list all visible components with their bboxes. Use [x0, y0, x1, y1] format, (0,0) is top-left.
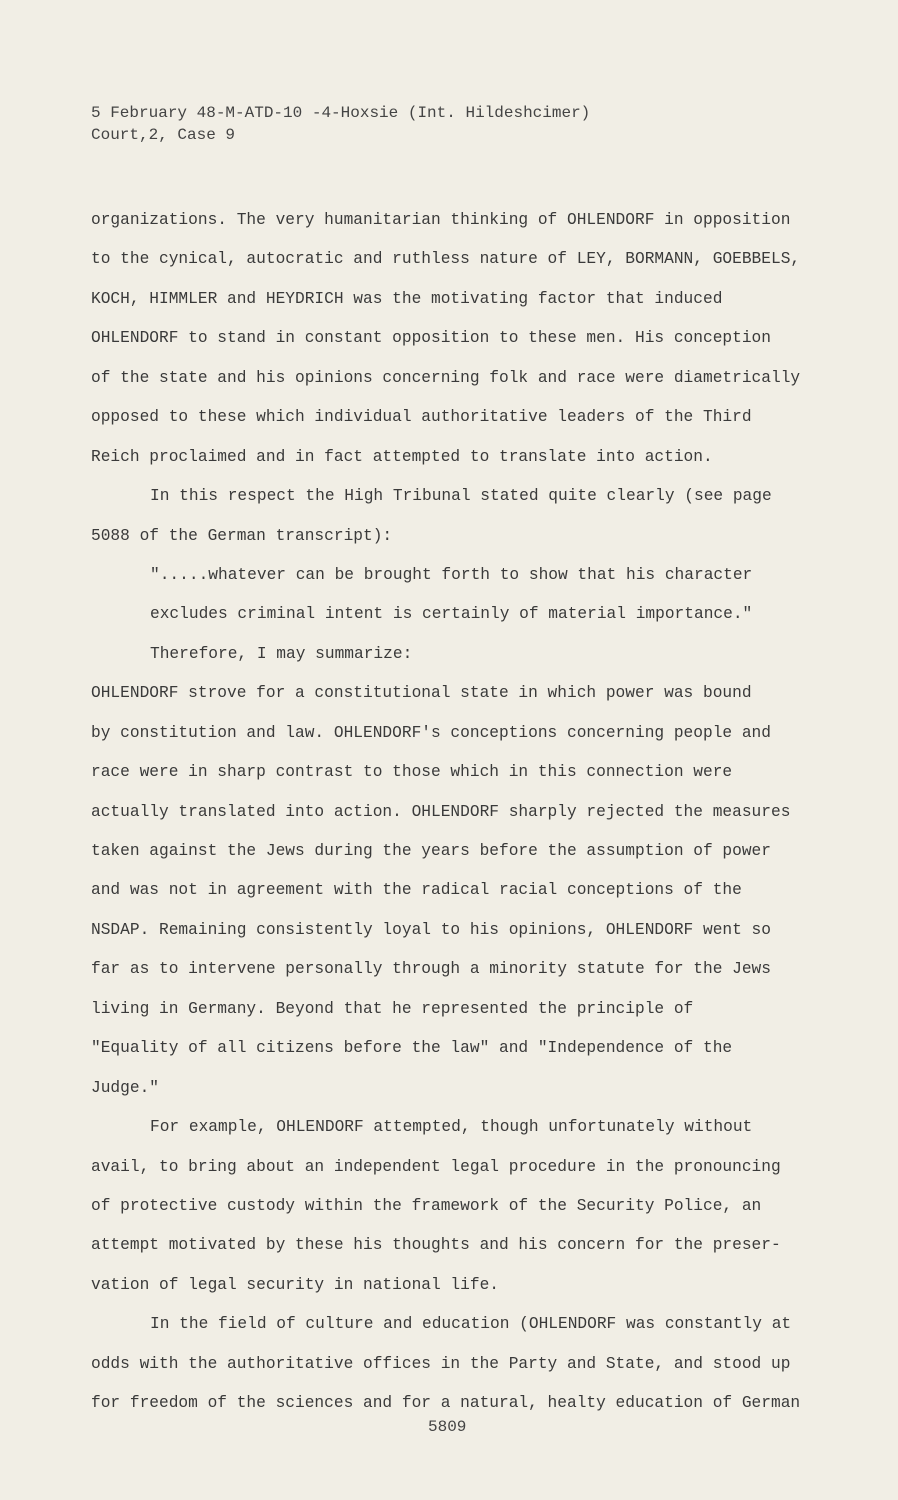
text-line: for freedom of the sciences and for a natural, healty education of German [91, 1394, 801, 1413]
text-line: of the state and his opinions concerning folk and race were diametrically [91, 368, 801, 387]
header-line-2: Court,2, Case 9 [91, 126, 236, 144]
text-line: OHLENDORF strove for a constitutional state in which power was bound [91, 684, 752, 703]
text-line: OHLENDORF to stand in constant opposition to these men. His conception [91, 329, 771, 348]
text-line: excludes criminal intent is certainly of material importance." [150, 605, 753, 624]
text-line: avail, to bring about an independent legal procedure in the pronouncing [91, 1157, 781, 1176]
text-line: taken against the Jews during the years before the assumption of power [91, 842, 771, 860]
text-line: In the field of culture and education (OHLENDORF was constantly at [150, 1315, 792, 1334]
text-line: NSDAP. Remaining consistently loyal to his opinions, OHLENDORF went so [91, 920, 771, 939]
document-body [91, 201, 800, 1424]
text-line: and was not in agreement with the radical racial conceptions of the [91, 881, 742, 900]
text-line: vation of legal security in national life. [91, 1275, 499, 1294]
text-line: Reich proclaimed and in fact attempted to translate into action. [91, 447, 713, 466]
text-line: by constitution and law. OHLENDORF's conceptions concerning people and [91, 723, 771, 742]
document-header [91, 102, 590, 146]
header-line-1: 5 February 48-M-ATD-10 -4-Hoxsie (Int. Hildeshcimer) [91, 104, 591, 122]
text-line: odds with the authoritative offices in the Party and State, and stood up [91, 1354, 791, 1373]
text-line: opposed to these which individual authoritative leaders of the Third [91, 408, 752, 427]
text-line: living in Germany. Beyond that he represented the principle of [91, 999, 694, 1018]
text-line: race were in sharp contrast to those which in this connection were [91, 763, 733, 782]
text-line: 5088 of the German transcript): [91, 526, 393, 545]
text-line: actually translated into action. OHLENDORF sharply rejected the measures [91, 802, 791, 821]
text-line: Therefore, I may summarize: [150, 644, 413, 663]
text-line: of protective custody within the framework of the Security Police, an [91, 1196, 762, 1215]
text-line: For example, OHLENDORF attempted, though unfortunately without [150, 1118, 753, 1137]
text-line: In this respect the High Tribunal stated quite clearly (see page [150, 487, 772, 506]
text-line: KOCH, HIMMLER and HEYDRICH was the motivating factor that induced [91, 289, 723, 308]
text-line: far as to intervene personally through a minority statute for the Jews [91, 960, 771, 979]
text-line: "Equality of all citizens before the law" and "Independence of the [91, 1039, 733, 1058]
page-number: 5809 [428, 1418, 467, 1436]
text-line: to the cynical, autocratic and ruthless nature of LEY, BORMANN, GOEBBELS, [91, 250, 801, 269]
text-line: ".....whatever can be brought forth to show that his character [150, 565, 753, 584]
text-line: organizations. The very humanitarian thinking of OHLENDORF in opposition [91, 211, 791, 229]
text-line: Judge." [91, 1078, 159, 1097]
text-line: attempt motivated by these his thoughts and his concern for the preser- [91, 1236, 781, 1255]
